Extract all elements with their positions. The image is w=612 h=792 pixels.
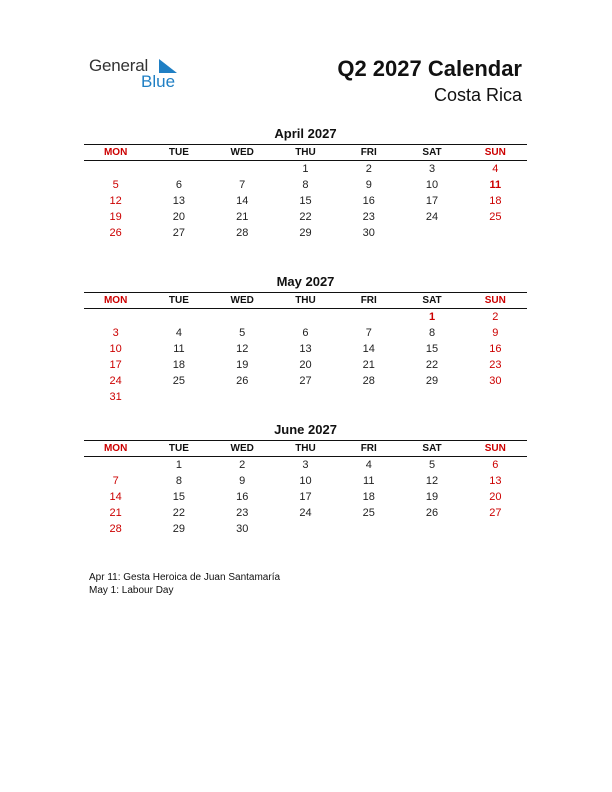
week-row [84,225,527,241]
day-cell: 29 [299,227,312,239]
day-cell [337,389,400,405]
week-row [84,161,527,177]
day-cell: 15 [425,343,439,355]
day-cell: 26 [425,507,439,519]
day-cell [147,161,210,177]
weekday-label: THU [295,147,316,158]
week-row [84,309,527,325]
day-cell [211,309,274,325]
week-row [84,373,527,389]
day-cell: 25 [172,375,186,387]
day-cell: 27 [489,507,502,519]
day-cell: 30 [362,227,375,239]
day-cell: 24 [299,507,312,519]
day-cell: 2 [239,459,246,471]
day-cell: 22 [299,211,312,223]
day-cell: 17 [109,359,122,371]
day-cell: 15 [299,195,312,207]
day-cell: 5 [112,179,119,191]
day-cell: 27 [172,227,186,239]
weekday-header-row [84,292,527,309]
day-cell: 18 [489,195,502,207]
weekday-label: SAT [422,295,442,306]
day-cell: 23 [362,211,375,223]
weekday-label: TUE [168,147,189,158]
day-cell: 5 [428,459,436,471]
day-cell: 1 [428,311,436,323]
weekday-label: TUE [168,443,189,454]
day-cell: 13 [172,195,186,207]
day-cell: 13 [489,475,502,487]
day-cell: 11 [363,475,375,487]
week-row [84,505,527,521]
day-cell: 2 [492,311,499,323]
day-cell [274,389,337,405]
day-cell: 17 [299,491,312,503]
page-title: Q2 2027 Calendar [337,56,522,81]
day-cell: 9 [239,475,246,487]
day-cell: 16 [236,491,249,503]
day-cell: 21 [109,507,122,519]
logo-general-text: General [89,56,149,75]
week-row [84,473,527,489]
day-cell: 20 [172,211,186,223]
day-cell: 20 [299,359,312,371]
month-april [84,126,527,241]
day-cell: 28 [236,227,249,239]
month-title: May 2027 [276,274,335,289]
day-cell: 3 [302,459,309,471]
day-cell: 31 [109,391,122,403]
day-cell [211,161,274,177]
day-cell: 21 [362,359,375,371]
day-cell [274,309,337,325]
day-cell: 5 [239,327,246,339]
day-cell: 9 [365,179,372,191]
weekday-label: TUE [168,295,189,306]
day-cell: 14 [236,195,249,207]
day-cell: 24 [425,211,439,223]
month-may [84,274,527,405]
day-cell [84,309,147,325]
day-cell: 3 [428,163,436,175]
day-cell [84,161,147,177]
day-cell: 3 [112,327,119,339]
day-cell: 1 [302,163,309,175]
day-cell: 27 [299,375,312,387]
weekday-header-row [84,144,527,161]
week-row [84,209,527,225]
logo-flag-icon [159,59,177,73]
weekday-label: WED [230,147,254,158]
day-cell: 14 [362,343,375,355]
week-row [84,389,527,405]
day-cell [337,309,400,325]
weekday-label: SAT [422,443,442,454]
week-row [84,193,527,209]
day-cell: 22 [425,359,439,371]
day-cell: 19 [109,211,122,223]
weekday-label: MON [103,147,128,158]
day-cell: 16 [489,343,502,355]
weekday-label: WED [230,295,254,306]
day-cell: 7 [365,327,372,339]
day-cell: 23 [236,507,249,519]
day-cell [337,521,400,537]
day-cell: 4 [365,459,372,471]
day-cell: 12 [236,343,249,355]
day-cell: 18 [172,359,186,371]
day-cell: 8 [302,179,309,191]
day-cell: 10 [299,475,312,487]
day-cell: 26 [236,375,249,387]
weekday-label: FRI [360,147,377,158]
day-cell: 16 [362,195,375,207]
day-cell: 17 [425,195,439,207]
day-cell: 29 [172,523,186,535]
holiday-note: May 1: Labour Day [89,585,174,596]
week-row [84,521,527,537]
day-cell: 24 [109,375,122,387]
day-cell: 10 [109,343,122,355]
day-cell: 25 [362,507,375,519]
weekday-label: SUN [484,295,506,306]
day-cell: 18 [362,491,375,503]
day-cell: 26 [109,227,122,239]
day-cell [400,521,463,537]
country-name: Costa Rica [433,85,522,105]
day-cell [147,309,210,325]
month-title: April 2027 [274,126,337,141]
week-row [84,177,527,193]
week-row [84,325,527,341]
week-row [84,457,527,473]
day-cell: 13 [299,343,312,355]
day-cell [464,225,527,241]
weekday-label: THU [295,295,316,306]
day-cell: 14 [109,491,122,503]
day-cell: 30 [489,375,502,387]
day-cell: 15 [172,491,186,503]
day-cell: 2 [365,163,372,175]
weekday-header-row [84,440,527,457]
day-cell [84,457,147,473]
day-cell: 20 [489,491,502,503]
day-cell: 4 [492,163,499,175]
day-cell: 7 [239,179,246,191]
weekday-label: THU [295,443,316,454]
day-cell: 22 [172,507,186,519]
day-cell: 9 [492,327,499,339]
day-cell: 11 [173,343,185,355]
day-cell: 23 [489,359,502,371]
weekday-label: MON [103,295,128,306]
weekday-label: FRI [360,295,377,306]
weekday-label: MON [103,443,128,454]
day-cell: 10 [425,179,439,191]
day-cell: 28 [109,523,122,535]
weekday-label: SAT [422,147,442,158]
weekday-label: WED [230,443,254,454]
day-cell: 21 [236,211,249,223]
day-cell: 30 [236,523,249,535]
day-cell [400,225,463,241]
day-cell: 1 [175,459,182,471]
day-cell [464,521,527,537]
day-cell: 11 [489,179,502,191]
week-row [84,489,527,505]
day-cell: 25 [489,211,502,223]
week-row [84,341,527,357]
day-cell: 8 [428,327,436,339]
day-cell: 4 [175,327,182,339]
day-cell: 19 [236,359,249,371]
day-cell: 6 [492,459,499,471]
day-cell: 28 [362,375,375,387]
day-cell: 8 [175,475,182,487]
day-cell [464,389,527,405]
day-cell: 12 [425,475,439,487]
weekday-label: SUN [484,443,506,454]
week-row [84,357,527,373]
logo [89,56,189,96]
day-cell: 6 [302,327,309,339]
month-june [84,422,527,537]
day-cell [211,389,274,405]
day-cell: 19 [425,491,439,503]
month-title: June 2027 [274,422,337,437]
day-cell [274,521,337,537]
day-cell: 12 [109,195,122,207]
day-cell [400,389,463,405]
day-cell [147,389,210,405]
logo-blue-text: Blue [141,72,176,91]
weekday-label: FRI [360,443,377,454]
day-cell: 7 [112,475,119,487]
weekday-label: SUN [484,147,506,158]
day-cell: 6 [175,179,182,191]
holiday-note: Apr 11: Gesta Heroica de Juan Santamaría [89,572,281,583]
holiday-notes [89,571,280,597]
day-cell: 29 [425,375,439,387]
